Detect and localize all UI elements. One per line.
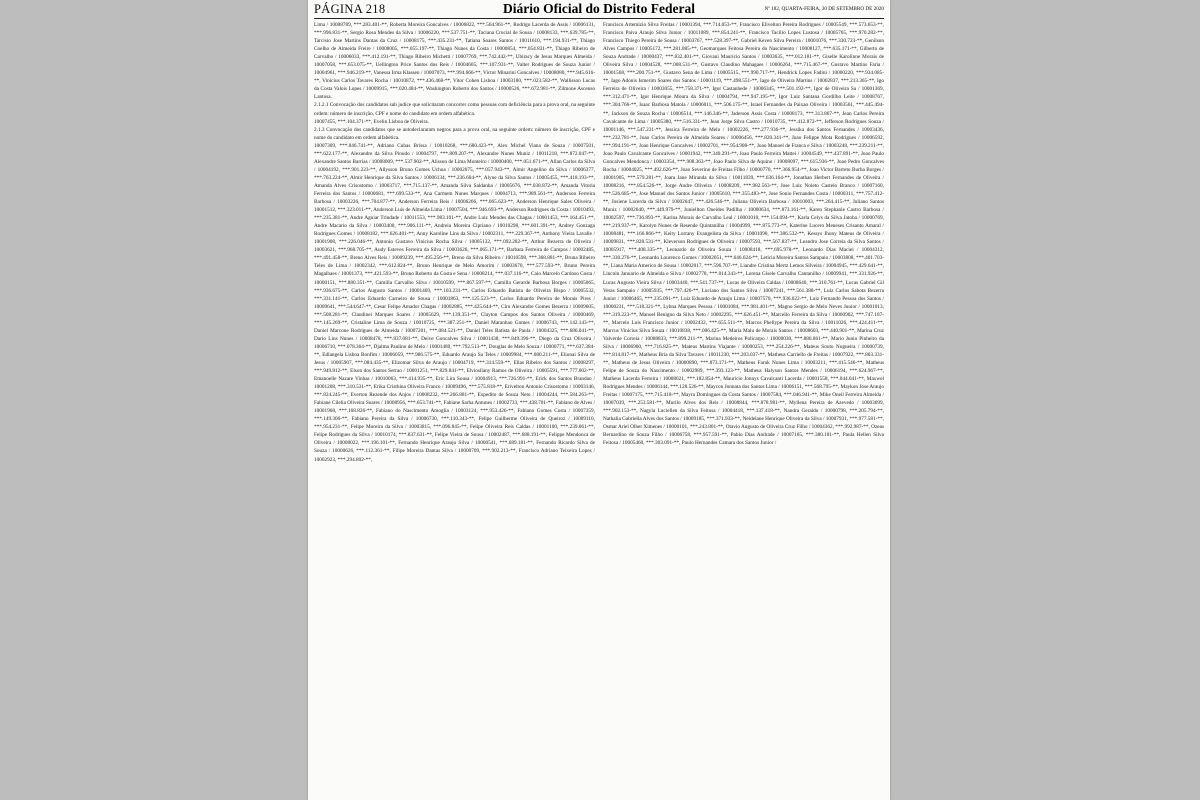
edition-date: Nº 182, QUARTA-FEIRA, 30 DE SETEMBRO DE 2020 — [764, 6, 884, 12]
paragraph: Francisco Artemizio Silva Freitas / 10001394, ***.714.053-**, Francisco Elivelton Pereira Rodrigues / 10005549, ***.573.653-**, Francisco Paiva Araujo Silva Junior / 10011089, ***.854.241-**, Francisco Tacilio Lopes Lustosa / 10005765, ***.970.282-**, Francisco Thiego Pereira de Sousa / 10003767, ***.528.397-**, Gabriel Keven Silva Pereira / 10001076, ***.330.723-**, Genilson Alves Campos / 10005172, ***.281.085-**, Geomarques Feitosa Pereira do Nascimento / 10008127, ***.635.171-**, Gilberto de Souza Andrade / 10000437, ***.832.401-**, Giovani Mauricio Santos / 10003635, ***.012.181-**, Giselle Karolinne Morais de Oliveira Silva / 10004528, ***.008.531-**, Gustavo Claudino Mahagaes / 10006264, ***.715.467-**, Gustavo Martins Faria / 10001568, ***.200.751-**, Gustavo Sena de Lima / 10005515, ***.990.717-**, Hendrick Lopes Fadini / 10000220, ***.934.085-**, Iago Adonis Ismerim Soares dos Santos / 10001119, ***.498.551-**, Iago de Oliveira Martins / 10002837, ***.213.365-**, Igo Ferreira de Oliveira / 10003055, ***.758.371-**, Igor Castanhede / 10006345, ***.501.192-**, Igor de Oliveira Sa / 10001369, ***.312.471-**, Igor Henrique Moura da Silva / 10004794, ***.947.195-**, Igor Luiz Santana Gordilho Leite / 10008767, ***.304.766-**, Isaac Barbosa Matola / 10006011, ***.506.175-**, Israel Fernandes da Paixao Oliveira / 10003561, ***.445.494-**, Jackson de Souza Rocha / 10006514, ***.146.346-**, Jaderson Assis Costa / 10008173, ***.313.867-**, Jean Carlos Pereira Cavalcante de Lima / 10005380, ***.516.331-**, Jean Jorge Silva Castro / 10010735, ***.412.872-**, Jefferson Rodrigues Souza / 10001146, ***.547.231-**, Jessica Ferreira de Melo / 10002226, ***.277.936-**, Jessika dos Santos Fernandes / 10003436, ***.232.781-**, Joao Carlos Pereira de Almeida Soares / 10006456, ***.820.341-**, Joao Felippe Mota Rodrigues / 10006592, ***.994.191-**, Joao Henrique Goncalves / 10002701, ***.954.908-**, Joao Manoel de Franca e Silva / 10003248, ***.239.211-**, Joao Paulo Cavalcante Goncalves / 10001942, ***.340.291-**, Joao Paulo Ferreira Mattei / 10004549, ***.437.891-**, Joao Paulo Goncalves Mendonca / 10003354, ***.908.363-**, Joao Paulo Silva de Aquino / 10008097, ***.615.936-**, Joao Pedro Goncalves Rocha / 10004025, ***.492.626-**, Joao Severino de Freitas Filho / 10000770, ***.366.954-**, Joao Victor Barreto Burba Borges / 10001905, ***.579.281-**, Joara Jane Miranda da Silva / 10011839, ***.636.164-**, Jonathan Herbert Fernandes de Oliveira / 10008216, ***.854.526-**, Jorge Andre Oliveira / 10008209, ***.982.563-**, Jose Luiz Noleto Castelo Branco / 10007160, ***.526.685-**, Jose Manuel dos Santos Junior / 10005610, ***.355.483-**, Jose Sonio Fernandes Costa / 10000311, ***.757.412-**, Josiene Lacerda da Silva / 10002647, ***.426.546-**, Juliana Oliveira Barbosa / 10010003, ***.264.415-**, Juliano Santos Muniz / 10002640, ***.449.979-**, Juniellton Oneides Padilha / 10000634, ***.873.161-**, Karen Stephanie Castro Barbosa / 10002597, ***.736.893-**, Karina Morais de Carvalho Leal / 10001010, ***.154.094-**, Karla Celys da Silva Jatoba / 10000769, ***.219.937-**, Karolyn Nunes de Resende Quintanilha / 10004999, ***.875.773-**, Katerine Lucero Meneses Crisanto Amaral / 10008481, ***.166.866-**, Keity Lorrany Evangelista da Silva / 10001090, ***.386.532-**, Kessys Jhony Mateus de Oliveira / 10009831, ***.828.531-**, Kleverson Rodrigues de Oliveira / 10007593, ***.567.837-**, Leandro Jose Correia da Silva Santos / 10005917, ***.408.335-**, Leonardo de Oliveira Souza / 10008418, ***.695.978-**, Leonardo Dias Maciel / 10004312, ***.330.276-**, Leonardo Lourenco Gomes / 10002051, ***.646.624-**, Leticia Moreira Santos Sampaio / 10003808, ***.401.703-**, Liana Maria Americo de Sousa / 10002017, ***.596.707-**, Liandre Cristina Mertz Lemos Silveira / 10004945, ***.429.641-**, Lincoln Januario de Almeida e Silva / 10002778, ***.014.343-**, Lorena Gisele Carvalho Cantanilho / 10009941, ***.331.926-**, Lucas Augusto Vieira Silva / 10003440, ***.541.737-**, Lucas de Oliveira Caldas / 10008640, ***.310.761-**, Lucas Gabriel Gil Veras Sampaio / 10005935, ***.797.426-**, Luciano dos Santos Silva / 10007241, ***.561.388-**, Luiz Carlos Sabota Bezerra Junior / 10006465, ***.235.091-**, Luiz Eduardo de Araujo Lima / 10007570, ***.936.622-**, Luiz Fernando Pessoa dos Santos / 10000231, ***.518.321-**, Lybna Marques Pessoa / 10001084, ***.981.401-**, Magno Sergio de Melo Neves Junior / 10001013, ***.319.223-**, Manoel Benigno da Silva Neto / 10002295, ***.626.451-**, Marcello Ferreira da Silva / 10000902, ***.747.187-**, Marcelo Luis Francisco Junior / 10002432, ***.655.511-**, Marcos Phellype Pereira da Silva / 10011026, ***.424.411-**, Marcus Vinicius Silva Souza / 10010838, ***.006.425-**, Maria Malu de Morais Santos / 10008603, ***.440.901-**, Marina Cruz Valverde Correia / 10008833, ***.899.211-**, Marina Medeiros Policarpo / 10000030, ***.886.861-**, Mario Junio Pinheiro da Silva / 10006900, ***.716.825-**, Mateus Martins Viajante / 10000253, ***.254.226-**, Mateus Souto Nogueira / 10000739, ***.814.817-**, Matheus Bria da Silva Tavares / 10011230, ***.203.037-**, Matheus Carriello de Freitas / 10007922, ***.863.331-**, Matheus de Jesus Oliveira / 10000890, ***.873.171-**, Matheus Faruk Nunes Lima / 10003211, ***.415.546-**, Matheus Felipe de Souza do Nascimento / 10002989, ***.393.123-**, Matheus Halyson Santos Mendes / 10006194, ***.624.967-**, Matheus Lacerda Ferreira / 10008021, ***.182.854-**, Mauricio Jonnys Cavalcanti Lacerda / 10001558, ***.044.641-**, Maxwel Rodrigues Mendes / 10006144, ***.128.526-**, Maycon Jonnata dos Santos Lima / 10006151, ***.568.795-**, Maykon Jose Araujo Freitas / 10007175, ***.715.418-**, Mayra Domingues da Costa Santos / 10007584, ***.046.941-**, Mike Oneil Ferreira Almeida / 10007039, ***.253.581-**, Murilo Alves dos Reis / 10008844, ***.878.981-**, Myllena Pereira de Azevedo / 10003699, ***.902.153-**, Nagyla Luciellen da Silva Feitosa / 10004418, ***.137.418-**, Nandra Geraldo / 10000798, ***.205.794-**, Nathalia Gabriella Alves dos Santos / 10009185, ***.371.933-**, Neidelane Henrique Oliveira da Silva / 10007931, ***.977.581-**, Osmar Ariel Olher Ximenes / 10000101, ***.243.801-**, Otavio Augusto de Oliveira Cruz Filho / 10004362, ***.992.987-**, Ozeas Bernardino de Souza Filho / 10006758, ***.957.591-**, Pablo Dias Andrade / 10007165, ***.380.181-**, Paula Hellen Silva Feitosa / 10005460, ***.303.091-**, Paulo Hernandes Camara dos Santos Junior / — [603, 22, 884, 447]
newspaper-page — [308, 0, 890, 800]
paragraph: 10007455, ***.104.371-**, Evelin Lisboa de Oliveira. — [314, 118, 429, 125]
publication-title: Diário Oficial do Distrito Federal — [503, 1, 695, 16]
page-number: PÁGINA 218 — [314, 2, 386, 16]
paragraph: 10007309, ***.846.741-**, Adriano Cubas Brissa / 10010268, ***.680.423-**, Alex Michel Viana de Souza / 10007501, ***.622.177-**, Alexandre da Silva Pinudo / 10004797, ***.809.207-**, Alexandre Nunes Muniz / 10011218, ***.872.047-**, Alexandre Santos Barrias / 10008009, ***.537.902-**, Alisson de Lima Monteiro / 10000400, ***.051.671-**, Allan Carlos da Silva / 10004192, ***.901.223-**, Allysson Bruno Gomes Uchoa / 10002075, ***.057.943-**, Almir Angelino da Silva / 10006377, ***.763.224-**, Almir Henrique da Silva Santos / 10006134, ***.236.604-**, Alyne da Silva Santos / 10005455, ***.418.193-**, Amanda Alves Crisostomo / 10003717, ***.715.137-**, Amanda Silva Saldanha / 10005676, ***.038.872-**, Amanda Vitoria Ferreira dos Santos / 10000681, ***.699.533-**, Ana Carmem Nunes Marques / 10004713, ***.989.561-**, Anderson Ferreira Barbosa / 10003226, ***.704.877-**, Anderson Ferreira Reis / 10006266, ***.065.623-**, Anderson Henrique Sales Oliveira / 10001512, ***.323.011-**, Anderson Luis de Almeida Lima / 10007504, ***.946.693-**, Anderson Rodrigues da Costa / 10010493, ***.235.381-**, Andre Aguiar Trindade / 10011553, ***.983.101-**, Andre Luiz Mendes das Chagas / 10001453, ***.164.451-**, Andre Macario da Silva / 10003400, ***.906.111-**, Andreia Moreira Cipriano / 10010298, ***.601.391-**, Andrey Gonzaga Rodrigues Gomes / 10008182, ***.626.401-**, Anny Karoline Lins da Silva / 10002311, ***.229.367-**, Anthony Vieira Lavalle / 10001908, ***.226.046-**, Antonio Gustavo Vinicius Rocha Silva / 10005132, ***.092.282-**, Arthur Bezerra de Oliveira / 10003621, ***.968.705-**, Audy Esteves Ferreira da Silva / 10003626, ***.065.171-**, Barbara Ferreira de Campos / 10002485, ***.491.458-**, Breno Alves Reis / 10009239, ***.495.256-**, Breno da Silva Ribeiro / 10010598, ***.368.881-**, Bruna Ribeiro Teles de Lima / 10002342, ***.612.824-**, Bruno Henrique de Melo Amorim / 10003670, ***.577.593-**, Bruno Pereira Magalhaes / 10001373, ***.421.593-**, Bruno Roberto da Costa e Sena / 10008214, ***.037.116-**, Caio Marcelo Cardoso Costa / 10000151, ***.880.351-**, Camilla Carvalho Silva / 10010599, ***.867.597-**, Camilla Gerarde Barbosa Borges / 10005065, ***.936.675-**, Carlos Augusto Santos / 10001469, ***.103.231-**, Carlos Eduardo Batista de Oliveira Bispo / 10005532, ***.331.141-**, Carlos Eduardo Carneiro de Sousa / 10001863, ***.125.523-**, Carlos Eduardo Pereira de Morais Pires / 10009641, ***.544.647-**, Cesar Felipe Amador Chagas / 10002885, ***.425.644-**, Ciro Alexandre Gomes Bezerra / 10009605, ***.508.281-**, Claudinei Marques Soares / 10005629, ***.139.351-**, Clayton Campos dos Santos Oliveira / 10000469, ***.145.269-**, Cristaline Lima de Souza / 10010725, ***.387.251-**, Daniel Maranhao Gomes / 10006743, ***.142.143-**, Daniel Marcone Rodrigues de Almeida / 10007201, ***.084.521-**, Daniel Teles Batista de Paula / 10004325, ***.686.041-**, Dario Lins Nunes / 10008478, ***.837.081-**, Deive Goncalves Silva / 10001438, ***.849.396-**, Diego da Cruz Oliveira / 10006710, ***.078.364-**, Djalma Paulino de Melo / 10001480, ***.792.513-**, Douglas de Melo Souza / 10000771, ***.637.384-**, Edlangela Lisboa Bonfim / 10006059, ***.986.575-**, Eduardo Araujo Sa Teles / 10009984, ***.080.211-**, Elionai Silva de Jesus / 10005907, ***.084.435-**, Elizomar Silva de Araujo / 10004719, ***.314.559-**, Ellas Ribeiro dos Santos / 10008297, ***.949.812-**, Elson dos Santos Serrao / 10001251, ***.829.841-**, Elviosllany Ramos de Oliveira / 10005591, ***.777.002-**, Emanoelle Nazare Vinhas / 10010063, ***.414.935-**, Eric Lira Sousa / 10004913, ***.726.991-**, Erick dos Santos Brandao / 10001208, ***.310.531-**, Erika Cristhina Oliveira Franco / 10009496, ***.575.818-**, Erivelton Antonio Crisostomo / 10003146, ***.824.245-**, Everton Rezende dos Anjos / 10008232, ***.266.881-**, Expedito de Souza Neto / 10004244, ***.584.263-**, Fabiane Cilelia Oliveira Soares / 10008956, ***.653.741-**, Fabiane Sarha Antunes / 10002733, ***.438.701-**, Fabiano de Alves / 10001968, ***.168.826-**, Fabiano do Nascimento Amoglia / 10003124, ***.953.426-**, Fabiano Gomes Costa / 10007359, ***.149.306-**, Fabiano Pereira da Silva / 10006730, ***.110.343-**, Felipe Guilherme Oliveira de Queiroz / 10009110, ***.954.231-**, Felipe Moreira da Silva / 10003815, ***.096.845-**, Felipe Oliveira Reis Caldas / 10001100, ***.239.061-**, Felipe Rodrigues da Silva / 10010174, ***.837.631-**, Felipe Vieira de Sousa / 10002487, ***.688.191-**, Felippe Mendonca de Oliveira / 10008022, ***.196.101-**, Fernando Henrique Araujo Silva / 10000541, ***.689.181-**, Fernando Ricardo Silva de Souza / 10000626, ***.112.361-**, Filipe Moreira Dantas Silva / 10000709, ***.902.213-**, Francisco Adriano Teixeira Lopes / 10002923, ***.294.802-**, — [314, 142, 595, 463]
right-column — [603, 21, 884, 800]
paragraph: 2.1.2.1 Convocação dos candidatos sub judice que solicitaram concorrer como pessoas com deficiência para a prova oral, na seguinte ordem: número de inscrição, CPF e nome do candidato em ordem alfabética. — [314, 102, 595, 117]
text-columns — [314, 21, 884, 800]
left-column — [314, 21, 595, 800]
page-header — [314, 2, 884, 19]
paragraph: Lima / 10008789, ***.283.401-**, Roberta Moreira Goncalves / 10006822, ***.564.961-**, Rodrigo Lacerda de Assis / 10006131, ***.996.831-**, Sergio Rosa Mendes da Silva / 10006220, ***.537.751-**, Taciana Crucial de Sousa / 10008133, ***.639.785-**, Tarcisio Jose Martins Dantas da Cruz / 10008175, ***.435.231-**, Tatiana Soares Santos / 10011610, ***.194.931-**, Thiago Coelho de Almeida Freire / 10008005, ***.055.197-**, Thiago Nunes da Costa / 10000854, ***.054.831-**, Thiago Ribeiro de Carvalho / 10006033, ***.412.191-**, Thiago Ribeiro Michetti / 10007769, ***.742.442-**, Ubiracy de Jesus Marques Almeida / 10007058, ***.653.075-**, Uellington Price Santos dos Reis / 10004605, ***.107.931-**, Valter Rodrigues de Souza Junior / 10004961, ***.946.219-**, Vanessa Irma Klassen / 10007073, ***.994.666-**, Victor Minarini Goncalves / 10008080, ***.945.616-**, Vinicius Carlos Tavares Rocha / 10010872, ***.436.468-**, Vitor Cohen Lisboa / 10003180, ***.023.582-**, Wallisson Lucas da Costa Valois Lopes / 10009915, ***.020.484-**, Washington Roberto dos Santos / 10000526, ***.672.981-**, Zilmone Ascenso Lantosa. — [314, 22, 595, 101]
paragraph: 2.1.3 Convocação dos candidatos que se autodeclararam negros para a prova oral, na seguinte ordem: número de inscrição, CPF e nome do candidato em ordem alfabética. — [314, 126, 595, 141]
